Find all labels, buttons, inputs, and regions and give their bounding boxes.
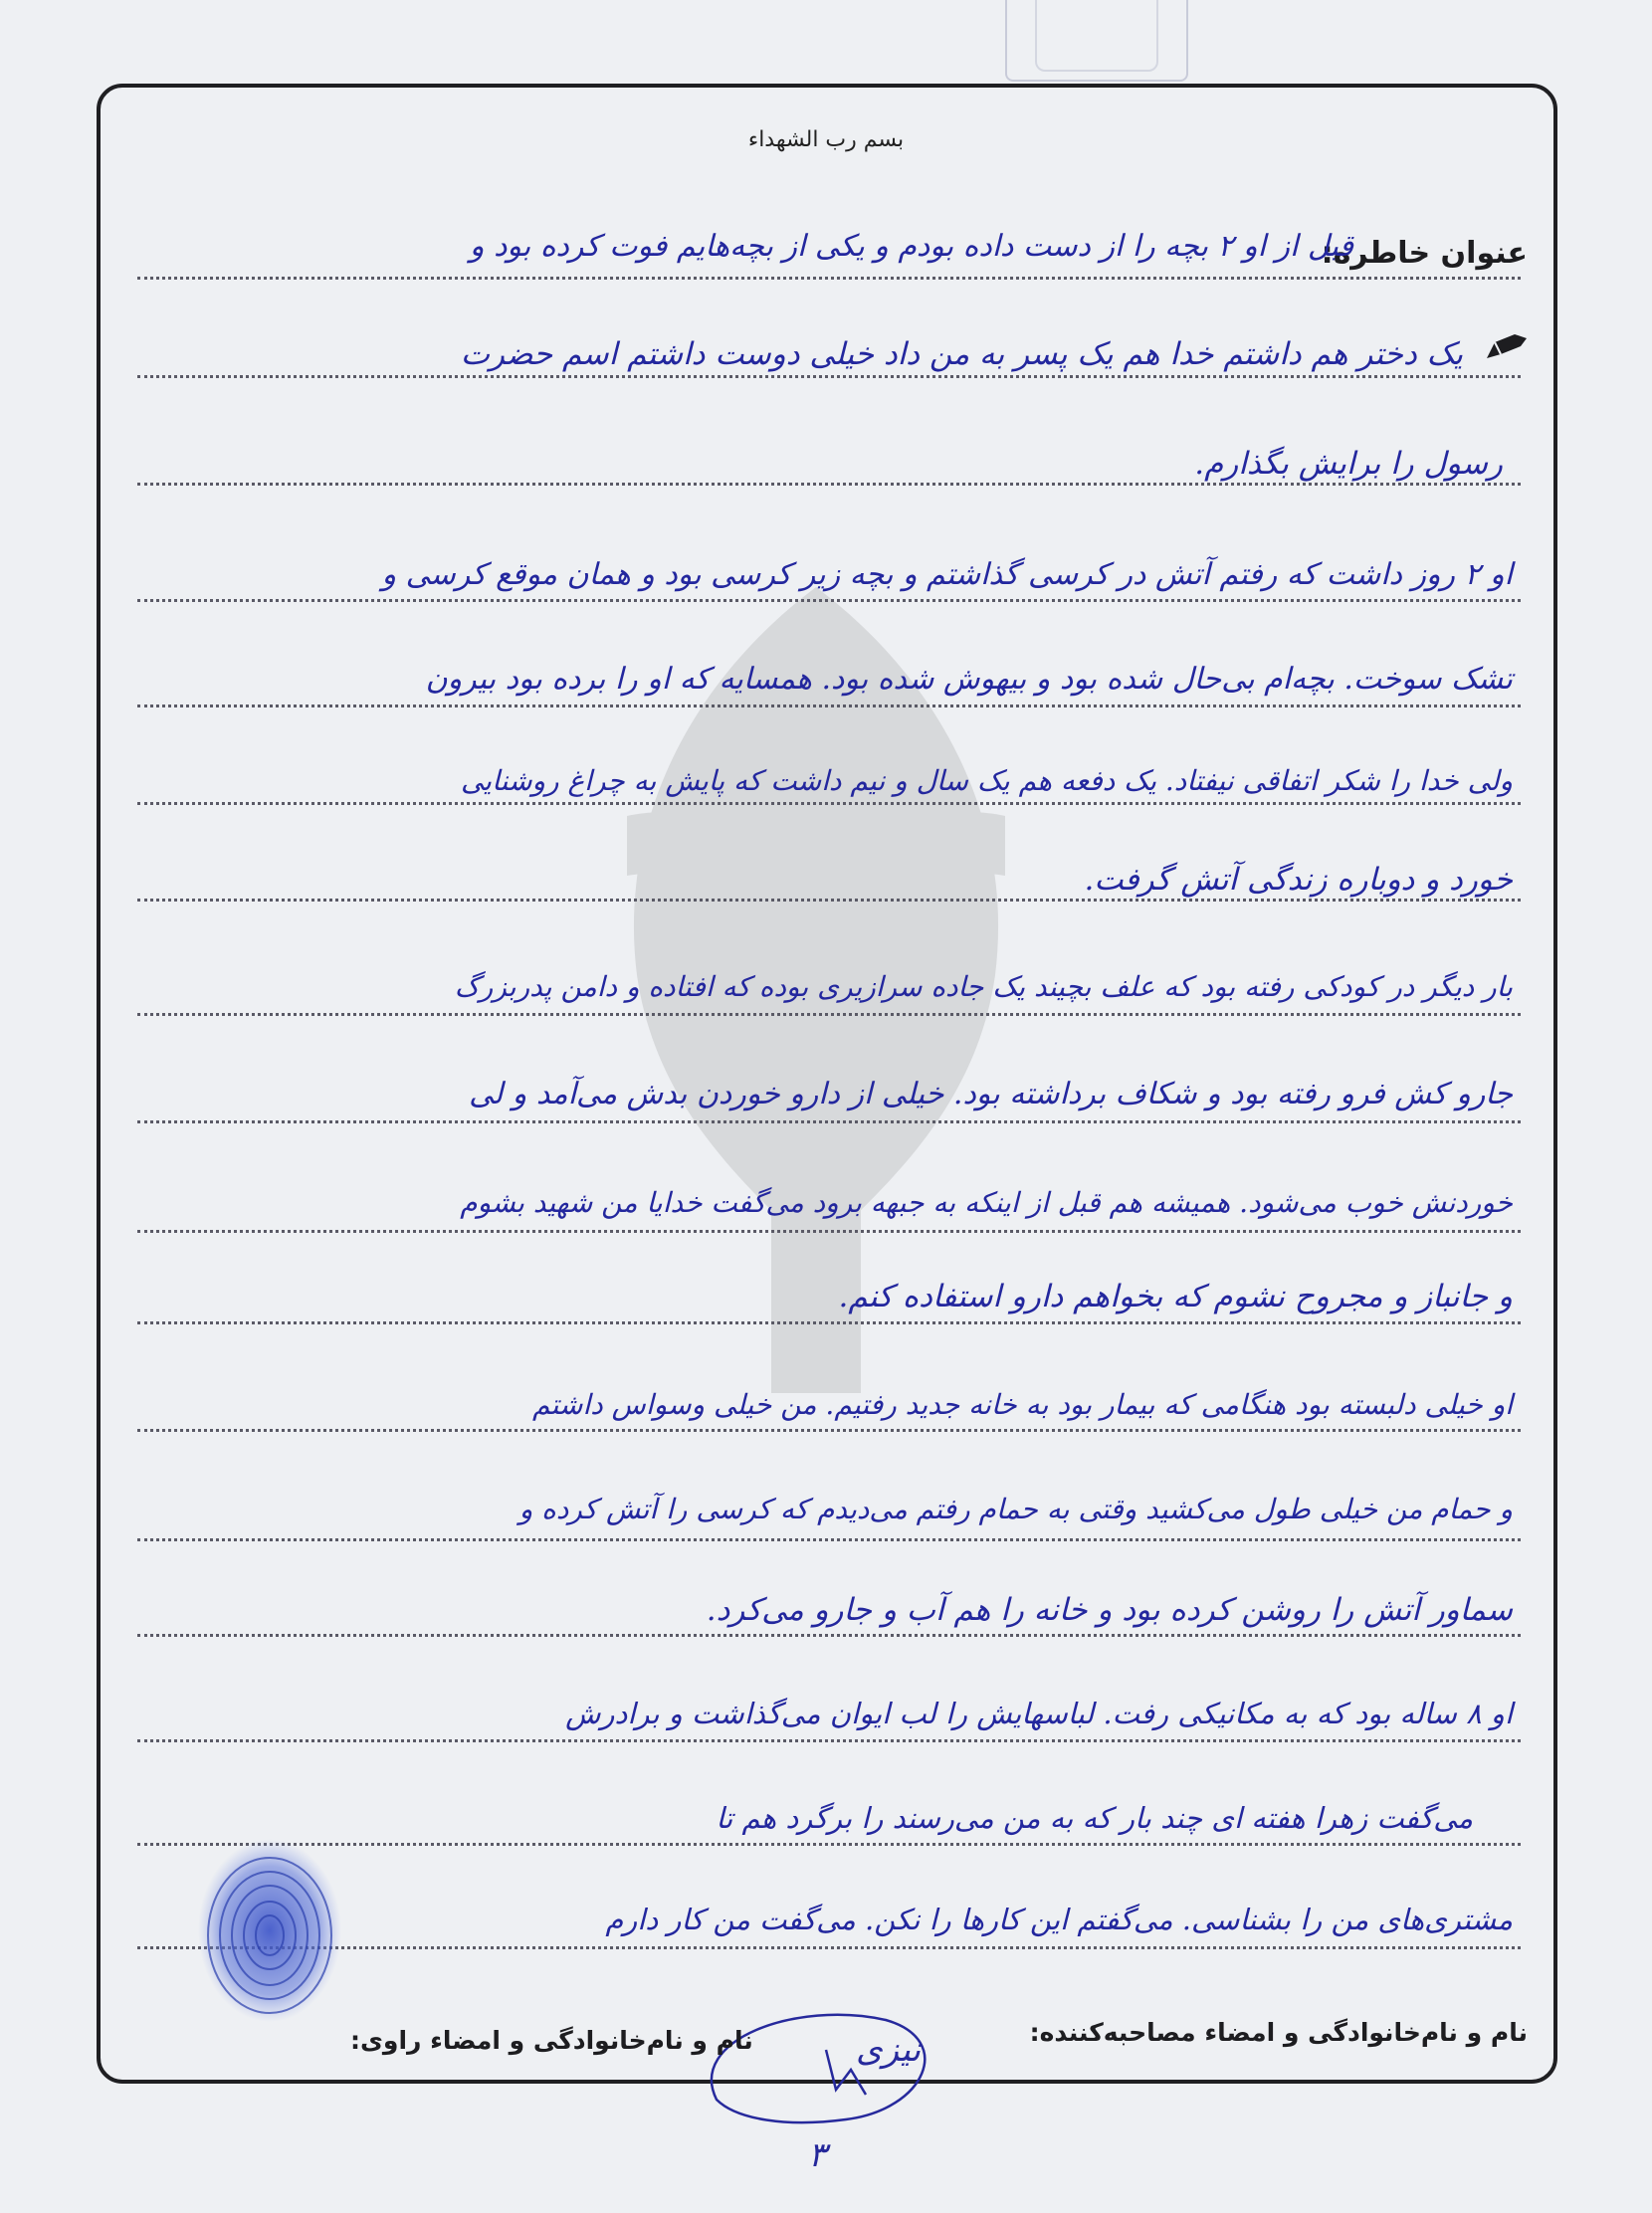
interviewer-label: نام و نام‌خانوادگی و امضاء مصاحبه‌کننده: xyxy=(1029,2018,1528,2047)
rule-line xyxy=(137,599,1521,602)
signature-icon xyxy=(677,1980,975,2149)
page-number: ۳ xyxy=(808,2135,827,2175)
handwritten-line: او ۸ ساله بود که به مکانیکی رفت. لباسهایش را لب ایوان می‌گذاشت و برادرش xyxy=(565,1697,1513,1730)
rule-line xyxy=(137,704,1521,707)
rule-line xyxy=(137,1538,1521,1541)
handwritten-line: خوردنش خوب می‌شود. همیشه هم قبل از اینکه به جبهه برود می‌گفت خدایا من شهید بشوم xyxy=(460,1186,1513,1219)
narrator-label: نام و نام‌خانوادگی و امضاء راوی: xyxy=(350,2026,753,2055)
rule-line xyxy=(137,483,1521,486)
handwritten-line: خورد و دوباره زندگی آتش گرفت. xyxy=(1084,862,1513,898)
rule-line xyxy=(137,1634,1521,1637)
handwritten-line: بار دیگر در کودکی رفته بود که علف بچیند یک جاده سرازیری بوده که افتاده و دامن پدربزرگ xyxy=(454,970,1513,1003)
handwritten-line: ولی خدا را شکر اتفاقی نیفتاد. یک دفعه هم یک سال و نیم داشت که پایش به چراغ روشنایی xyxy=(460,764,1513,797)
rule-line xyxy=(137,277,1521,280)
rule-line xyxy=(137,1013,1521,1016)
rule-line xyxy=(137,1739,1521,1742)
rule-line xyxy=(137,375,1521,378)
handwritten-line: تشک سوخت. بچه‌ام بی‌حال شده بود و بیهوش شده بود. همسایه که او را برده بود بیرون xyxy=(425,662,1513,697)
memory-title-label: عنوان خاطره: xyxy=(1321,236,1528,271)
rule-line xyxy=(137,1230,1521,1233)
handwritten-line: سماور آتش را روشن کرده بود و خانه را هم آب و جارو می‌کرد. xyxy=(706,1592,1513,1628)
rule-line xyxy=(137,1321,1521,1324)
signature-text: نیزی xyxy=(856,2030,922,2070)
handwritten-line: یک دختر هم داشتم خدا هم یک پسر به من داد خیلی دوست داشتم اسم حضرت xyxy=(460,336,1463,372)
handwritten-line: رسول را برایش بگذارم. xyxy=(1194,446,1503,482)
corner-stamp-inner xyxy=(1035,0,1158,72)
handwritten-line: جارو کش فرو رفته بود و شکاف برداشته بود. خیلی از دارو خوردن بدش می‌آمد و لی xyxy=(469,1077,1513,1111)
rule-line xyxy=(137,1120,1521,1123)
rule-line xyxy=(137,899,1521,902)
handwritten-line: مشتری‌های من را بشناسی. می‌گفتم این کارها را نکن. می‌گفت من کار دارم xyxy=(605,1903,1513,1936)
page-header-title: بسم رب الشهداء xyxy=(747,127,905,152)
handwritten-line: قبل از او ۲ بچه را از دست داده بودم و یکی از بچه‌هایم فوت کرده بود و xyxy=(470,229,1353,264)
pen-icon xyxy=(1485,332,1529,360)
handwritten-line: و جانباز و مجروح نشوم که بخواهم دارو استفاده کنم. xyxy=(838,1279,1513,1314)
handwritten-line: و حمام من خیلی طول می‌کشید وقتی به حمام رفتم می‌دیدم که کرسی را آتش کرده و xyxy=(518,1493,1513,1525)
handwritten-line: می‌گفت زهرا هفته ای چند بار که به من می‌رسند را برگرد هم تا xyxy=(716,1801,1473,1835)
handwritten-line: او ۲ روز داشت که رفتم آتش در کرسی گذاشتم و بچه زیر کرسی بود و همان موقع کرسی و xyxy=(381,557,1513,592)
rule-line xyxy=(137,802,1521,805)
fingerprint-icon xyxy=(185,1831,354,2030)
rule-line xyxy=(137,1429,1521,1432)
handwritten-line: او خیلی دلبسته بود هنگامی که بیمار بود به خانه جدید رفتیم. من خیلی وسواس داشتم xyxy=(531,1388,1513,1421)
